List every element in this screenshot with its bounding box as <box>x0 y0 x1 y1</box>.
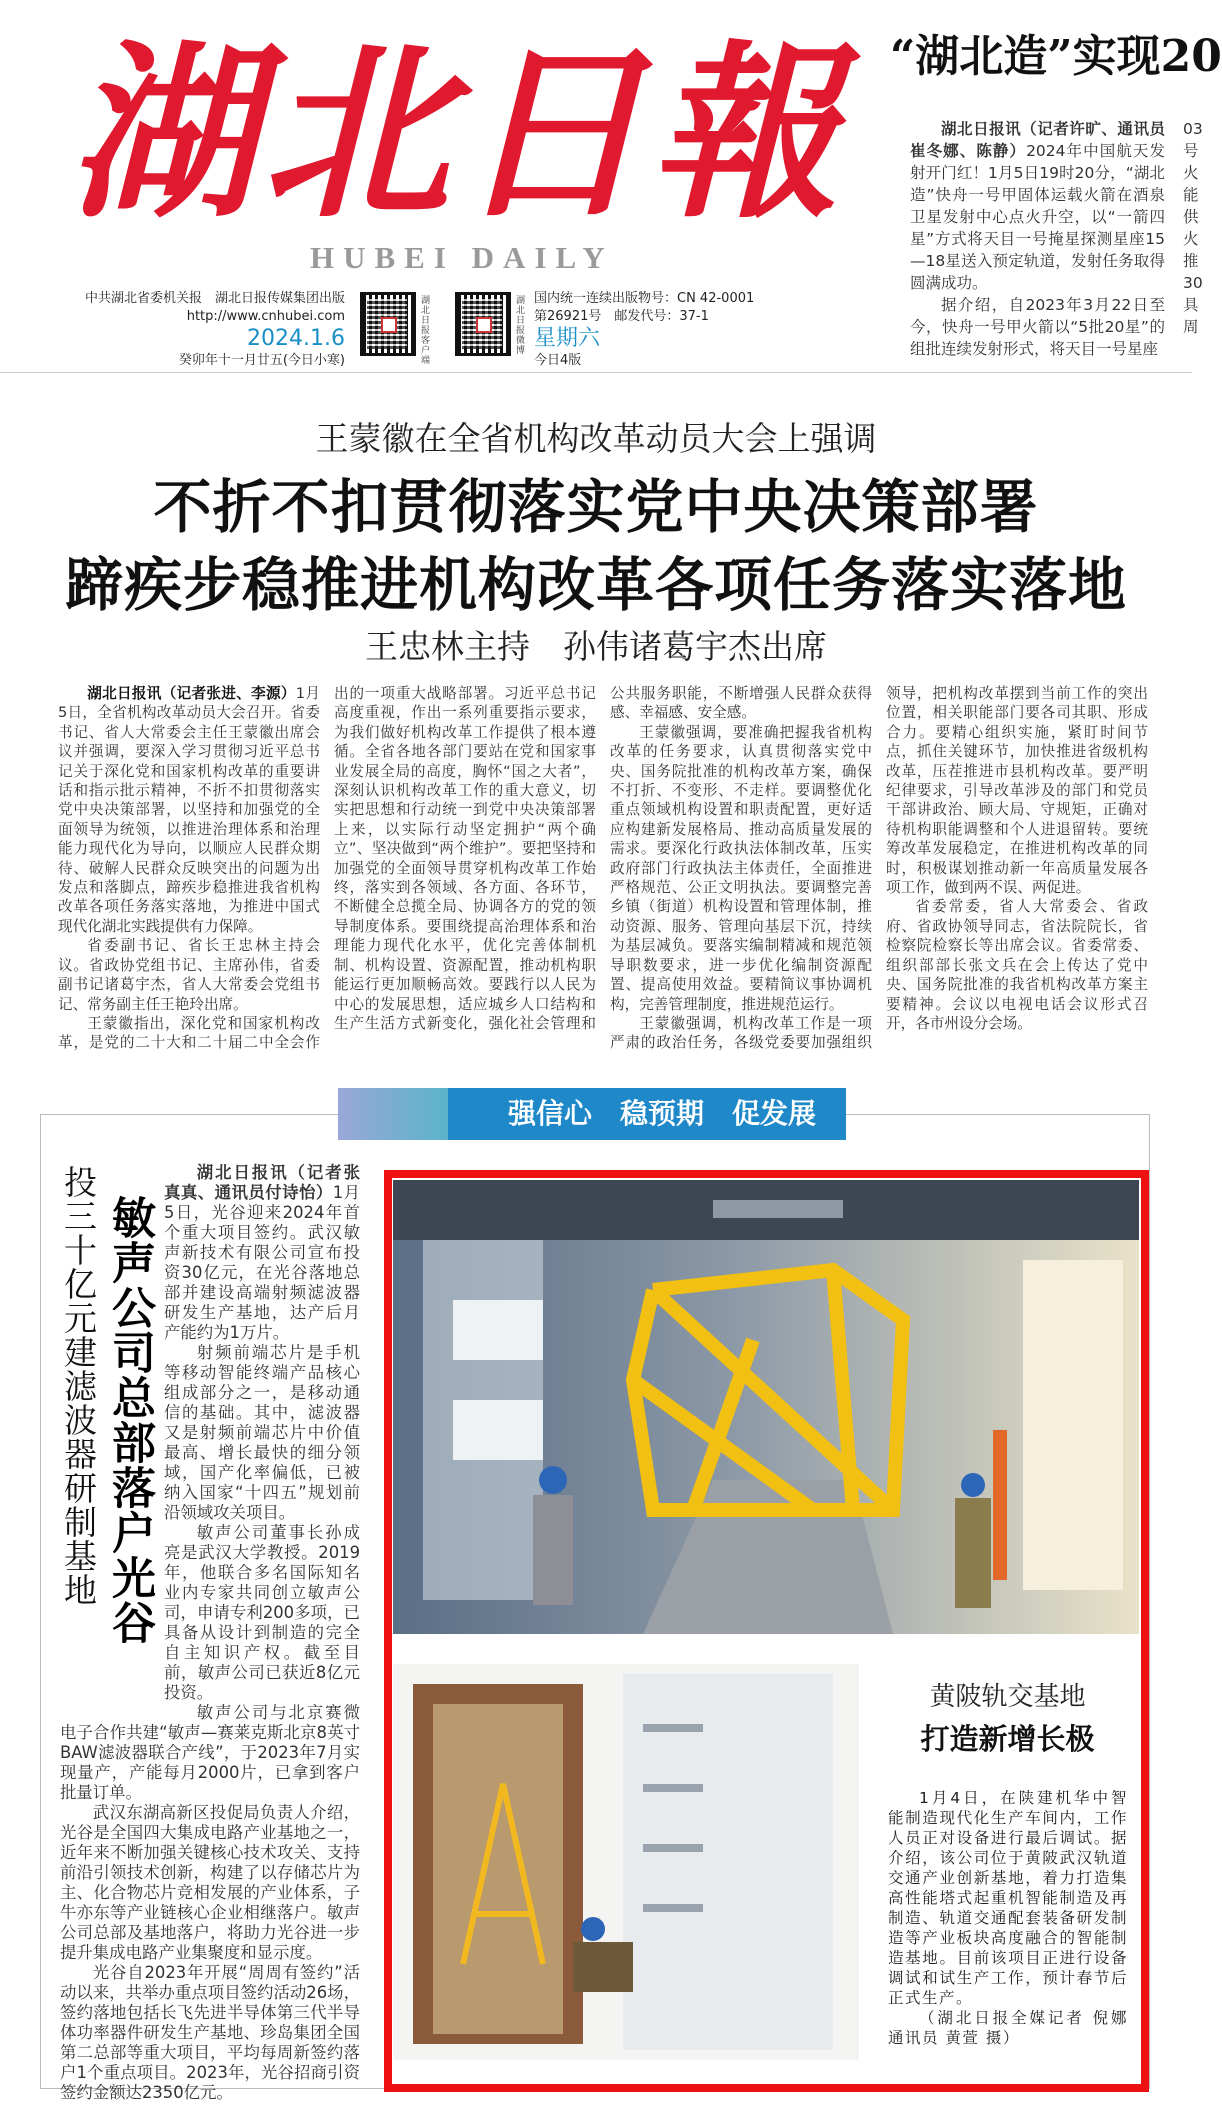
organ-line: 中共湖北省委机关报 湖北日报传媒集团出版 <box>84 291 345 306</box>
article-paragraph: 省委副书记、省长王忠林主持会议。省政协党组书记、主席孙伟，省委副书记诸葛宇杰，省人大常委会党组书记、常务副主任王艳玲出席。 <box>58 937 320 1013</box>
masthead-divider <box>0 372 1192 373</box>
lead-headline-line1[interactable]: 不折不扣贯彻落实党中央决策部署 <box>153 473 1039 541</box>
page-count: 今日4版 <box>534 353 582 368</box>
lead-article-body <box>58 684 1148 1064</box>
article-paragraph: 1月5日，光谷迎来2024年首个重大项目签约。武汉敏声新技术有限公司宣布投资30亿元，在光谷落地总部并建设高端射频滤波器研发生产基地，达产后月产能约为1万片。 <box>164 1183 361 1342</box>
teaser-byline: 湖北日报讯（记者许旷、通讯员崔冬娜、陈静） <box>910 120 1165 160</box>
article-paragraph: 王蒙徽指出，深化党和国家机构改革，是党的二十大和二十届二中全会作出的一项重大战略部署。习近平总书记高度重视，作出一系列重要指示要求，为我们做好机构改革工作提供了根本遵循。全省各地各部门要站在党和国家事业发展全局的高度，胸怀“国之大者”，深刻认识机构改革工作的重大意义，切实把思想和行动统一到党中央决策部署上来，以实际行动坚定拥护“两个确立”、坚决做到“两个维护”。要把坚持和加强党的全面领导贯穿机构改革工作始终，落实到各领域、各方面、各环节，不断健全总揽全局、协调各方的党的领导制度体系。要围绕提高治理体系和治理能力现代化水平，优化完善体制机制、机构设置、资源配置，推动机构职能运行更加顺畅高效。要践行以人民为中心的发展思想，适应城乡人口结构和生产生活方式新变化，强化社会管理和公共服务职能，不断增强人民群众获得感、幸福感、安全感。 <box>58 685 872 1052</box>
teaser-story[interactable] <box>880 0 1222 370</box>
lunar-date: 癸卯年十一月廿五(今日小寒) <box>178 353 345 368</box>
qr-app-label: 湖北日报客户端 <box>421 296 431 366</box>
photo-workshop-interior[interactable] <box>393 1664 859 2060</box>
photo-crane-workshop[interactable] <box>393 1180 1139 1634</box>
lead-byline: 湖北日报讯（记者张进、李源） <box>87 685 296 702</box>
article-paragraph: 敏声公司与北京赛微电子合作共建“敏声—赛莱克斯北京8英寸BAW滤波器联合产线”，于2023年7月实现量产，产能每月2000片，已拿到客户批量订单。 <box>60 1703 360 1802</box>
issue-number: 第26921号 邮发代号：37-1 <box>534 309 709 324</box>
teaser-paragraph: 据介绍，自2023年3月22日至今，快舟一号甲火箭以“5批20星”的组批连续发射形式，将天目一号星座 <box>910 296 1165 358</box>
photo-story-headline[interactable]: 打造新增长极 <box>920 1722 1095 1756</box>
weekday: 星期六 <box>534 326 601 351</box>
teaser-headline[interactable]: “湖北造”实现20 <box>890 31 1222 82</box>
teaser-column-1 <box>910 118 1165 360</box>
feature-byline: 湖北日报讯（记者张真真、通讯员付诗怡） <box>164 1163 360 1202</box>
article-paragraph: 省委常委，省人大常委会、省政府、省政协领导同志，省法院院长，省检察院检察长等出席会议。省委常委、组织部部长张文兵在会上传达了党中央、国务院批准的我省机构改革方案主要精神。会议以电视电话会议形式召开，各市州设分会场。 <box>886 898 1148 1032</box>
banner-title: 强信心 稳预期 促发展 <box>507 1097 816 1130</box>
qr-code-weibo[interactable] <box>455 292 511 356</box>
teaser-column-2: 03号火能供 火推30具周 <box>1183 120 1203 336</box>
photo-caption <box>888 1788 1146 2048</box>
teaser-paragraph: 2024年中国航天发射开门红！1月5日19时20分，“湖北造”快舟一号甲固体运载火箭在酒泉卫星发射中心点火升空，以“一箭四星”方式将天目一号掩星探测星座15—18星送入预定轨道，发射任务取得圆满成功。 <box>910 142 1165 292</box>
section-banner <box>338 1088 846 1140</box>
banner-illustration-icon <box>338 1088 448 1140</box>
headline-spacer <box>60 1163 164 1715</box>
qr-weibo-label: 湖北日报微博 <box>516 296 526 356</box>
article-paragraph: 1月5日，全省机构改革动员大会召开。省委书记、省人大常委会主任王蒙徽出席会议并强调，要深入学习贯彻习近平总书记关于深化党和国家机构改革的重要讲话和指示批示精神，不折不扣贯彻落实党中央决策部署，以坚持和加强党的全面领导为统领，以推进治理体系和治理能力现代化为导向，以顺应人民群众期待、破解人民群众反映突出的问题为出发点和落脚点，蹄疾步稳推进我省机构改革各项任务落实落地，为推进中国式现代化湖北实践提供有力保障。 <box>58 685 320 935</box>
feature-subhead: 投三十亿元建滤波器研制基地 <box>59 1165 98 1607</box>
feature-article-body <box>60 1163 360 2103</box>
article-paragraph: 武汉东湖高新区投促局负责人介绍，光谷是全国四大集成电路产业基地之一，近年来不断加强关键核心技术攻关、支持前沿引领技术创新，构建了以存储芯片为主、化合物芯片竞相发展的产业体系，子牛亦东等产业链核心企业相继落户。敏声公司总部及基地落户，将助力光谷进一步提升集成电路产业集聚度和显示度。 <box>60 1803 360 1962</box>
feature-headline[interactable]: 敏声公司总部落户光谷 <box>104 1195 155 1645</box>
masthead-english-name: HUBEI DAILY <box>310 240 614 275</box>
qr-code-app[interactable] <box>360 292 416 356</box>
article-paragraph: 王蒙徽强调，要准确把握我省机构改革的任务要求，认真贯彻落实党中央、国务院批准的机构改革方案，确保不打折、不变形、不走样。要调整优化重点领域机构设置和职责配置，更好适应构建新发展格局、推动高质量发展的需求。要深化行政执法体制改革，压实政府部门行政执法主体责任，全面推进严格规范、公正文明执法。要调整完善乡镇（街道）机构设置和管理体制，推动资源、服务、管理向基层下沉，持续为基层减负。要落实编制精减和规范领导职数要求，进一步优化编制资源配置、提高使用效益。要精简议事协调机构，完善管理制度，推进规范运行。 <box>610 723 872 1013</box>
cn-number: 国内统一连续出版物号：CN 42-0001 <box>534 291 755 306</box>
article-paragraph: 敏声公司董事长孙成亮是武汉大学教授。2019年，他联合多名国际知名业内专家共同创立敏声公司，申请专利200多项，已具备从设计到制造的完全自主知识产权。截至目前，敏声公司已获近8亿元投资。 <box>164 1523 360 1702</box>
article-paragraph: 射频前端芯片是手机等移动智能终端产品核心组成部分之一，是移动通信的基础。其中，滤波器又是射频前端芯片中价值最高、增长最快的细分领域，国产化率偏低，已被纳入国家“十四五”规划前沿领域攻关项目。 <box>164 1343 360 1522</box>
photo-story-title: 黄陂轨交基地 <box>929 1682 1086 1712</box>
caption-text: 1月4日，在陕建机华中智能制造现代化生产车间内，工作人员正对设备进行最后调试。据介绍，该公司位于黄陂武汉轨道交通产业创新基地，着力打造集高性能塔式起重机智能制造及再制造、轨道交通配套装备研发制造等产业板块高度融合的智能制造基地。目前该项目正进行设备调试和试生产工作，预计春节后正式生产。 <box>888 1789 1128 2007</box>
photo-credit: （湖北日报全媒记者 倪娜 通讯员 黄萱 摄） <box>888 2009 1146 2047</box>
masthead-logo: 湖北日報 <box>68 23 844 244</box>
article-paragraph: 王蒙徽强调，机构改革工作是一项严肃的政治任务，各级党委要加强组织领导，把机构改革摆到当前工作的突出位置，相关职能部门要各司其职、形成合力。要精心组织实施，紧盯时间节点，抓住关键环节，加快推进省级机构改革，压茬推进市县机构改革。要严明纪律要求，引导改革涉及的部门和党员干部讲政治、顾大局、守规矩，正确对待机构职能调整和个人进退留转。要统筹改革发展稳定，在推进机构改革的同时，积极谋划推动新一年高质量发展各项工作，做到两不误、两促进。 <box>610 685 1148 1052</box>
lead-subhead: 王忠林主持 孙伟诸葛宇杰出席 <box>365 627 827 666</box>
article-paragraph: 光谷自2023年开展“周周有签约”活动以来，共举办重点项目签约活动26场，签约落地包括长飞先进半导体第三代半导体功率器件研发生产基地、珍岛集团全国第二总部等重大项目，平均每周新签约落户1个重点项目。2023年，光谷招商引资签约金额达2350亿元。 <box>60 1963 360 2102</box>
issue-date: 2024.1.6 <box>247 326 345 351</box>
website-link[interactable]: http://www.cnhubei.com <box>186 309 345 324</box>
lead-headline-line2[interactable]: 蹄疾步稳推进机构改革各项任务落实落地 <box>64 551 1127 619</box>
masthead-left-info <box>42 290 345 370</box>
lead-kicker: 王蒙徽在全省机构改革动员大会上强调 <box>315 419 877 458</box>
masthead-right-info <box>534 290 754 370</box>
